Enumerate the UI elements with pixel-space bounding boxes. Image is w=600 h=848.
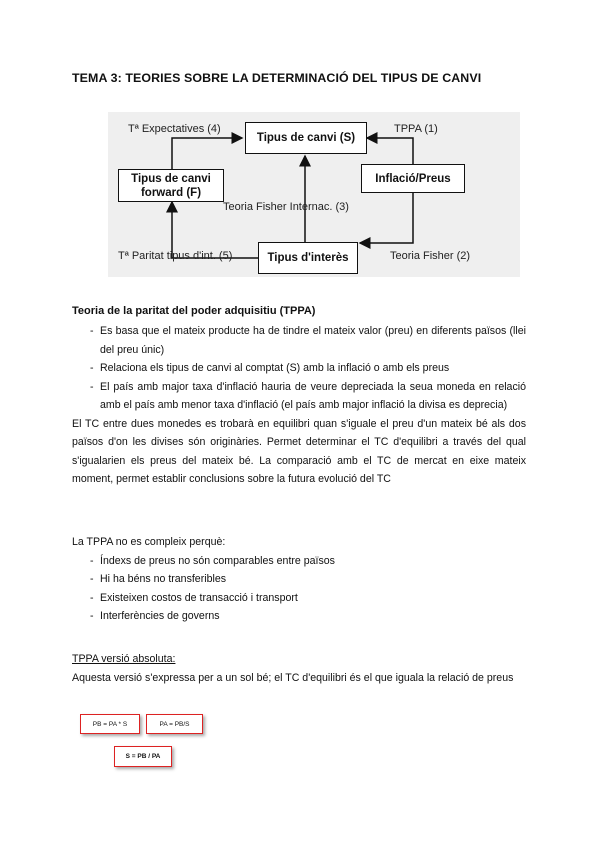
node-tipus-canvi-forward — [118, 169, 224, 202]
node-tipus-canvi: Tipus de canvi (S) — [245, 122, 367, 154]
node-tipus-interes: Tipus d'interès — [258, 242, 358, 274]
tppa-bullets — [72, 322, 526, 415]
section-tppa-body — [72, 322, 526, 489]
node-inflacio-preus: Inflació/Preus — [361, 164, 465, 193]
arrow-expectatives — [172, 138, 242, 169]
arrow-fisher — [360, 192, 413, 243]
exchange-rate-theories-diagram — [108, 112, 520, 277]
list-item: - Existeixen costos de transacció i transport — [72, 589, 526, 608]
absolute-paragraph: Aquesta versió s'expressa per a un sol bé; el TC d'equilibri és el que iguala la relació de preus — [72, 671, 514, 684]
list-item: - Es basa que el mateix producte ha de tindre el mateix valor (preu) en diferents països (llei del preu únic) — [72, 322, 526, 359]
arrow-tppa — [367, 138, 413, 164]
tppa-fails-bullets — [72, 552, 526, 626]
list-item: - Índexs de preus no són comparables entre països — [72, 552, 526, 571]
formula-pb: PB = PA * S — [80, 714, 140, 734]
tppa-paragraph: El TC entre dues monedes es trobarà en equilibri quan s'iguale el preu d'un mateix bé als dos països d'on les divises són originàries. Permet determinar el TC d'equilibri a través del qual s'igualarien els preus del mateix bé. La comparació amb el TC de mercat en eixe mateix moment, permet establir conclusions sobre la futura evolució del TC — [72, 417, 526, 485]
page-title: TEMA 3: TEORIES SOBRE LA DETERMINACIÓ DEL TIPUS DE CANVI — [72, 71, 482, 85]
node-forward-line1: Tipus de canvi — [131, 172, 211, 185]
tppa-fails-intro: La TPPA no es compleix perquè: — [72, 536, 226, 548]
label-tppa: TPPA (1) — [394, 123, 438, 135]
list-item: - Interferències de governs — [72, 607, 526, 626]
label-paritat: Tª Paritat tipus d'int. (5) — [118, 250, 233, 262]
list-item: - Relaciona els tipus de canvi al comptat (S) amb la inflació o amb els preus — [72, 359, 526, 378]
list-item: - Hi ha béns no transferibles — [72, 570, 526, 589]
label-expectatives: Tª Expectatives (4) — [128, 123, 221, 135]
formula-pa: PA = PB/S — [146, 714, 203, 734]
list-item: - El país amb major taxa d'inflació hauria de veure depreciada la seua moneda en relació amb el país amb menor taxa d'inflació (el país amb major inflació la divisa es deprecia) — [72, 378, 526, 415]
formula-s: S = PB / PA — [114, 746, 172, 767]
label-fisher-internac: Teoria Fisher Internac. (3) — [223, 201, 349, 213]
label-fisher: Teoria Fisher (2) — [390, 250, 471, 262]
section-heading-absolute: TPPA versió absoluta: — [72, 653, 176, 665]
section-tppa-fails — [72, 533, 526, 626]
node-forward-line2: forward (F) — [140, 186, 202, 199]
section-heading-tppa: Teoria de la paritat del poder adquisitiu (TPPA) — [72, 305, 316, 317]
section-tppa-absolute — [72, 650, 526, 687]
